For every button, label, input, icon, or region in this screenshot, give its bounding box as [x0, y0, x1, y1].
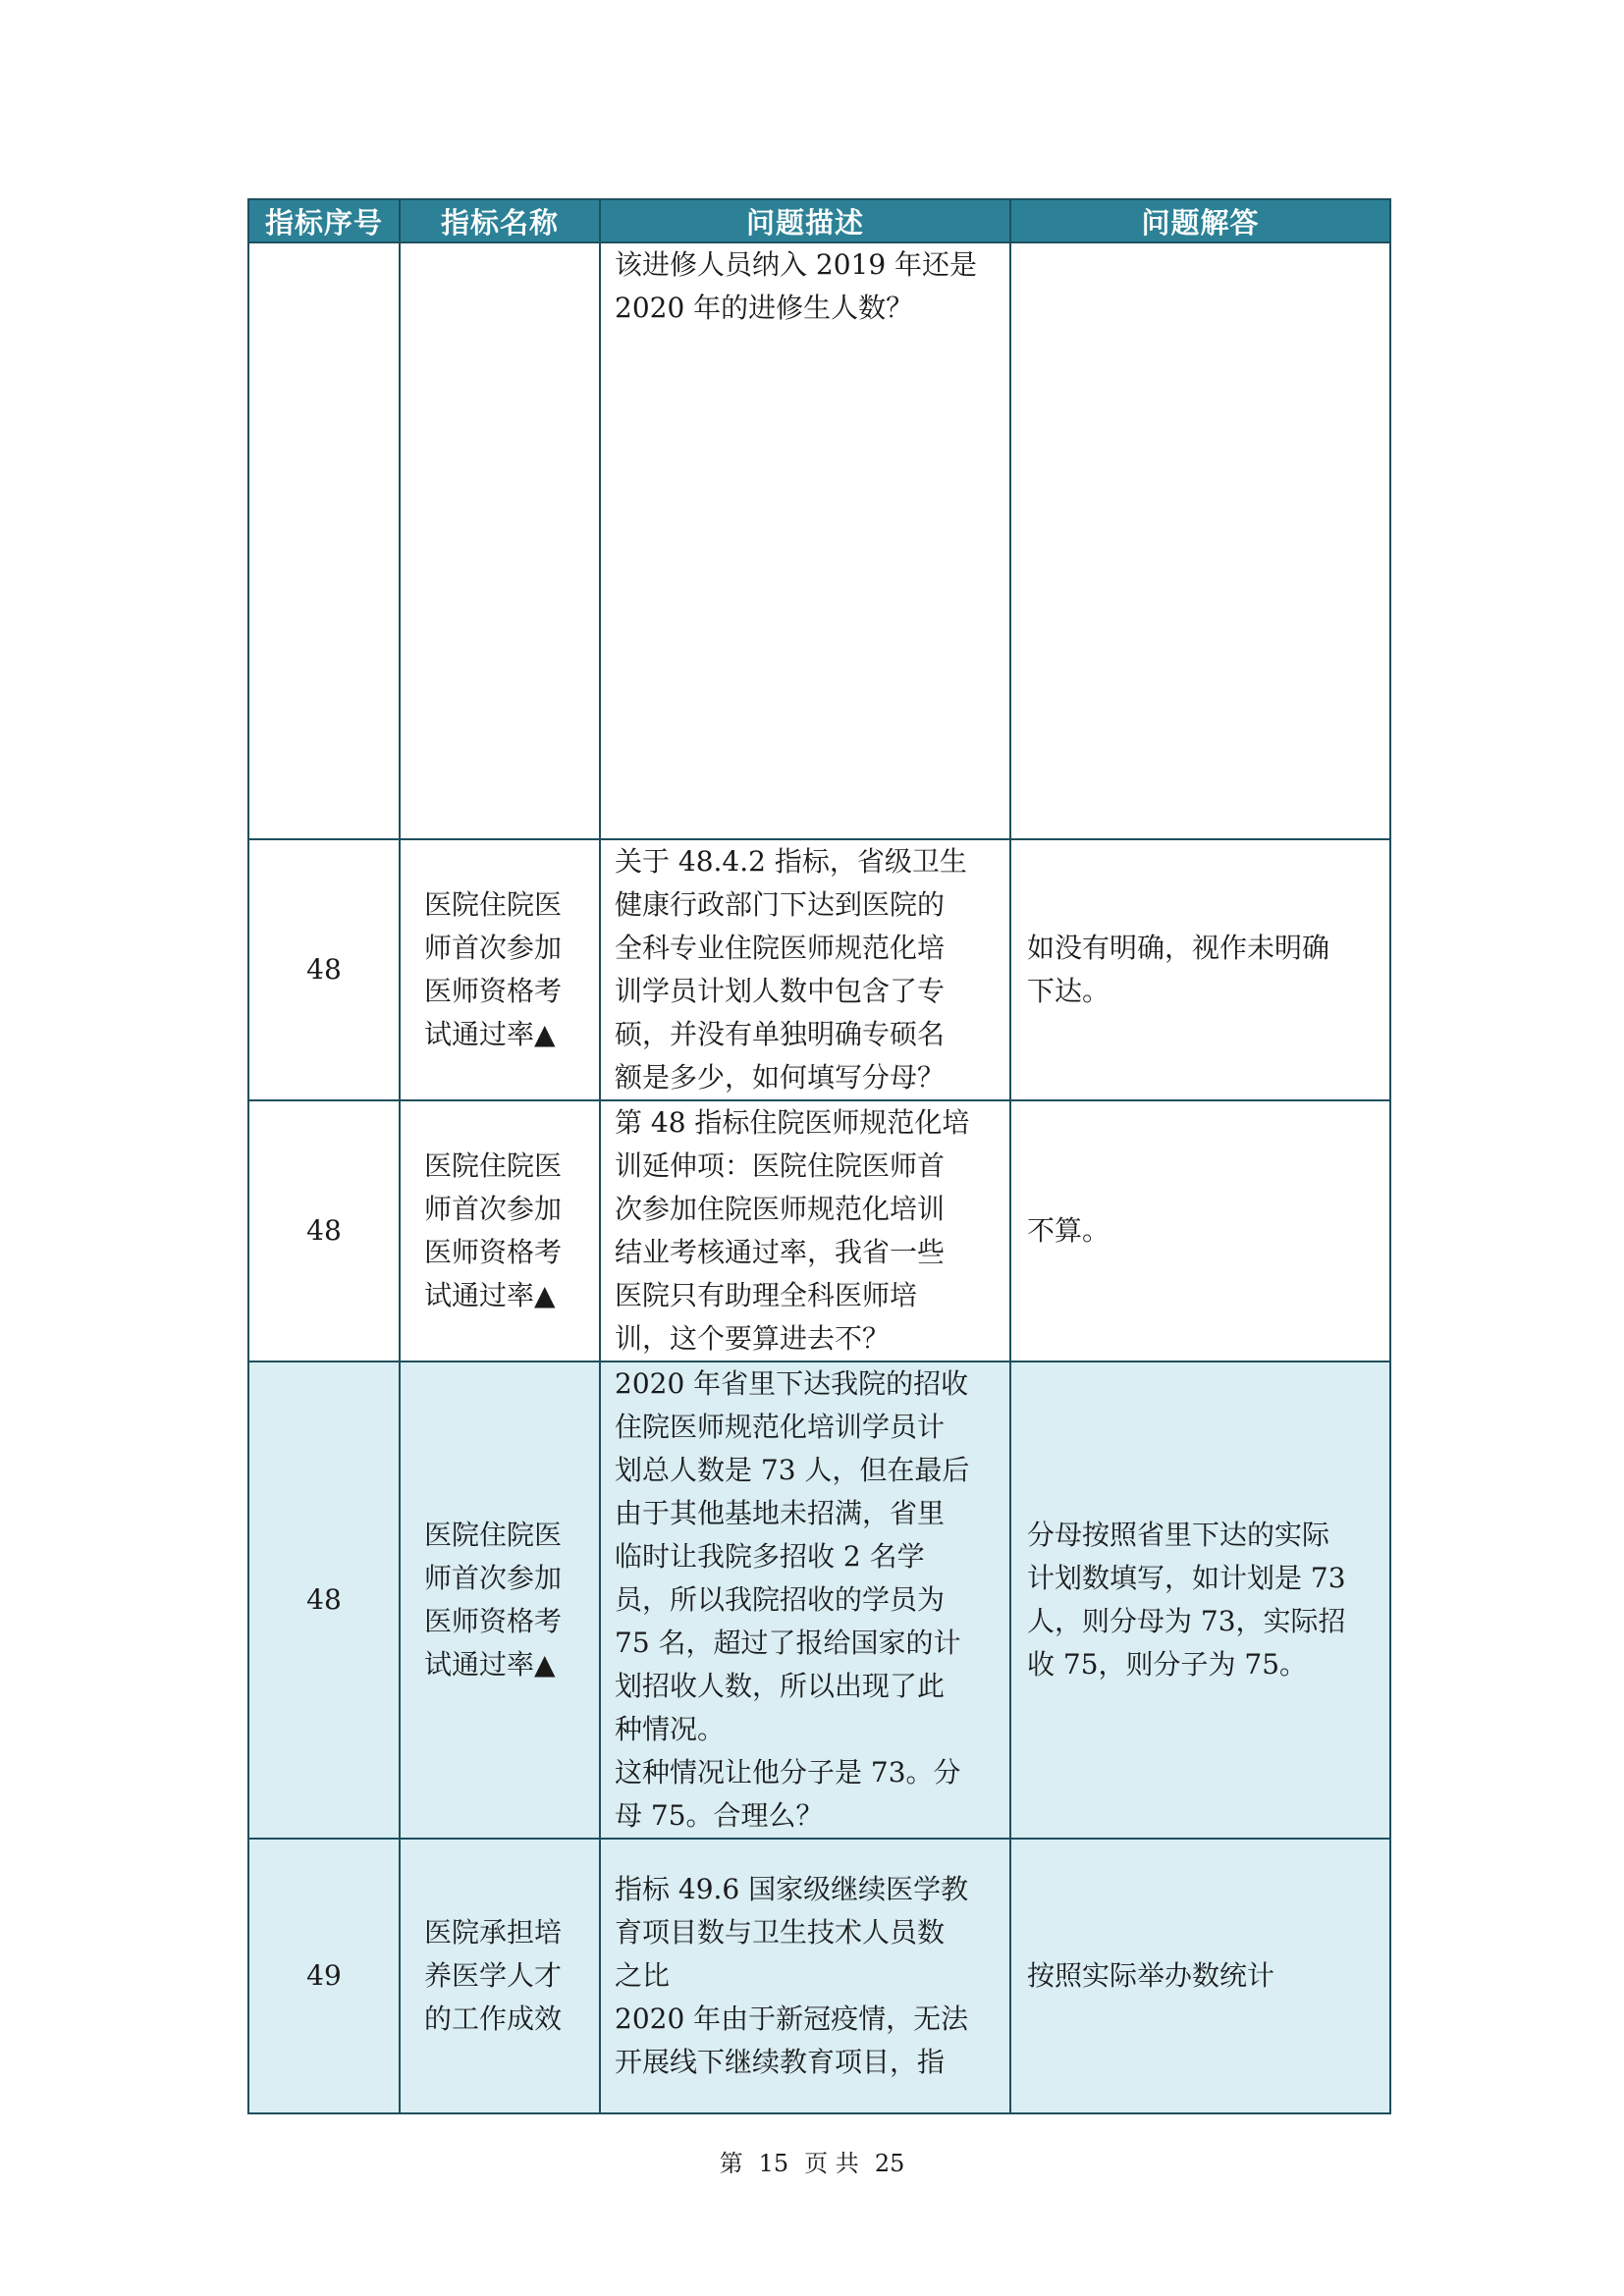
footer-page-number: 15 — [758, 2150, 789, 2177]
row-indicator-name: 医院住院医 师首次参加 医师资格考 试通过率▲ — [400, 1100, 600, 1362]
row-answer: 分母按照省里下达的实际 计划数填写，如计划是 73 人，则分母为 73，实际招 收 75，则分子为 75。 — [1010, 1362, 1390, 1839]
row-description: 第 48 指标住院医师规范化培 训延伸项：医院住院医师首 次参加住院医师规范化培训 结业考核通过率，我省一些 医院只有助理全科医师培 训，这个要算进去不？ — [600, 1100, 1010, 1362]
page-footer — [0, 2144, 1624, 2178]
header-name: 指标名称 — [400, 199, 600, 242]
header-index: 指标序号 — [248, 199, 400, 242]
table-row — [248, 1362, 1390, 1839]
row-answer: 按照实际举办数统计 — [1010, 1839, 1390, 2113]
row-number: 48 — [248, 839, 400, 1100]
row-indicator-name — [400, 242, 600, 839]
table-row — [248, 242, 1390, 839]
footer-prefix: 第 — [719, 2150, 743, 2177]
row-number — [248, 242, 400, 839]
row-answer: 不算。 — [1010, 1100, 1390, 1362]
row-indicator-name: 医院承担培 养医学人才 的工作成效 — [400, 1839, 600, 2113]
row-description: 关于 48.4.2 指标，省级卫生 健康行政部门下达到医院的 全科专业住院医师规范化培 训学员计划人数中包含了专 硕，并没有单独明确专硕名 额是多少，如何填写分母？ — [600, 839, 1010, 1100]
footer-middle: 页 共 — [804, 2150, 859, 2177]
row-indicator-name: 医院住院医 师首次参加 医师资格考 试通过率▲ — [400, 839, 600, 1100]
row-description: 2020 年省里下达我院的招收 住院医师规范化培训学员计 划总人数是 73 人，但在最后 由于其他基地未招满，省里 临时让我院多招收 2 名学 员，所以我院招收的学员为 75 名，超过了报给国家的计 划招收人数，所以出现了此 种情况。 这种情况让他分子是 73。分 母 75。合理么？ — [600, 1362, 1010, 1839]
row-answer: 如没有明确，视作未明确 下达。 — [1010, 839, 1390, 1100]
header-row — [248, 199, 1390, 242]
row-indicator-name: 医院住院医 师首次参加 医师资格考 试通过率▲ — [400, 1362, 600, 1839]
row-description: 指标 49.6 国家级继续医学教 育项目数与卫生技术人员数 之比 2020 年由于新冠疫情，无法 开展线下继续教育项目，指 — [600, 1839, 1010, 2113]
header-description: 问题描述 — [600, 199, 1010, 242]
row-number: 49 — [248, 1839, 400, 2113]
table-row — [248, 1839, 1390, 2113]
header-answer: 问题解答 — [1010, 199, 1390, 242]
row-description: 该进修人员纳入 2019 年还是 2020 年的进修生人数？ — [600, 242, 1010, 839]
row-answer — [1010, 242, 1390, 839]
row-number: 48 — [248, 1362, 400, 1839]
row-number: 48 — [248, 1100, 400, 1362]
table-row — [248, 1100, 1390, 1362]
table-row — [248, 839, 1390, 1100]
qa-table — [247, 198, 1391, 2114]
footer-total-pages: 25 — [874, 2150, 905, 2177]
